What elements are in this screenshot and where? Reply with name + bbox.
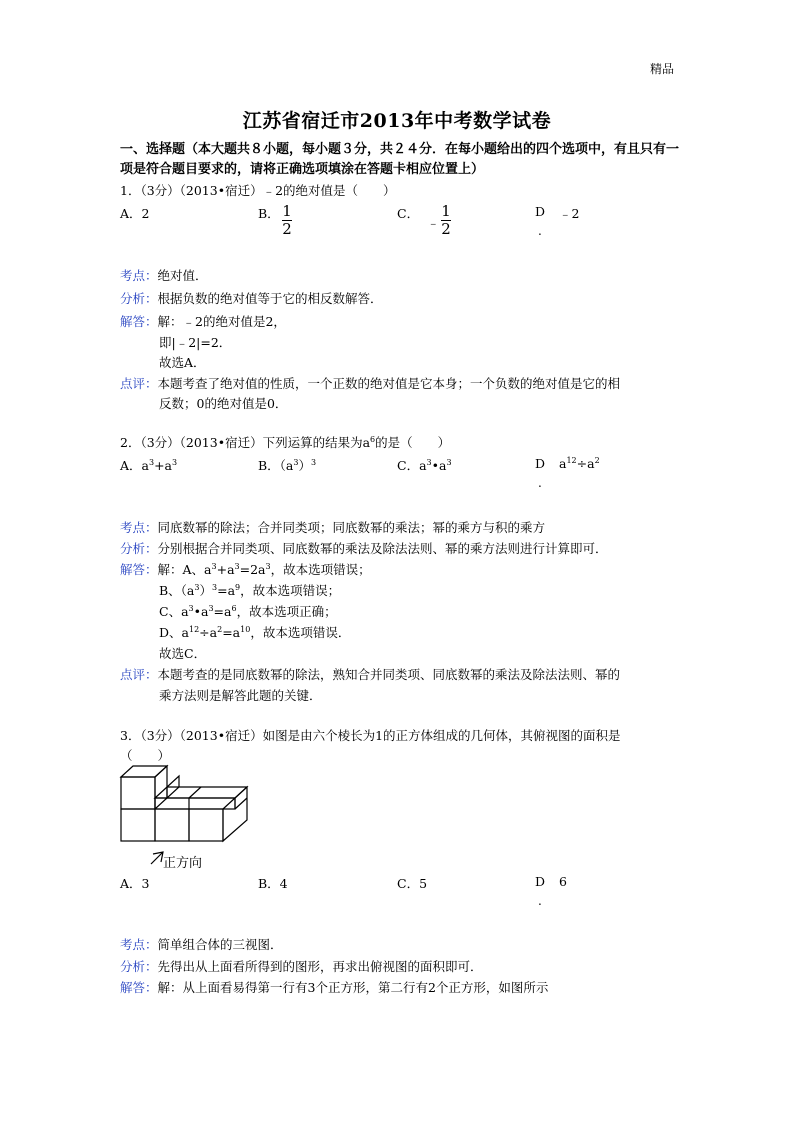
q1-option-d-value: ﹣2 xyxy=(559,206,580,221)
q2-ja-e3: 3 xyxy=(265,562,271,571)
q2-jieda-b xyxy=(159,581,340,599)
q1-jieda-line-3: 故选A． xyxy=(159,355,206,370)
q3-option-c: C．5 xyxy=(397,876,428,891)
q2-a-mid: +a xyxy=(154,458,173,473)
q2-jd-mid: ÷a xyxy=(199,625,218,640)
q2-option-d-dot: . xyxy=(538,476,542,490)
q2-jb-e2: 3 xyxy=(212,583,218,592)
q1-option-b-numerator: 1 xyxy=(282,202,292,220)
q1-option-b: B． xyxy=(258,206,280,221)
q1-kaodian xyxy=(120,266,208,284)
q2-jc-e2: 3 xyxy=(208,604,214,613)
jieda-label: 解答： xyxy=(120,314,158,329)
q2-fenxi xyxy=(120,539,608,557)
q2-option-c xyxy=(397,456,452,474)
q2-d-exp2: 2 xyxy=(594,456,600,465)
q1-option-a: A．2 xyxy=(120,206,150,221)
q2-d-mid: ÷a xyxy=(576,456,595,471)
q2-c-base: C．a xyxy=(397,458,427,473)
q2-jd-post: ，故本选项错误． xyxy=(250,625,351,640)
q2-dianping-line-2: 乘方法则是解答此题的关键． xyxy=(159,688,322,703)
q1-dianping-line-1: 本题考查了绝对值的性质，一个正数的绝对值是它本身；一个负数的绝对值是它的相 xyxy=(157,376,621,391)
q2-ja-mid: +a xyxy=(216,562,235,577)
q2-ja-e1: 3 xyxy=(211,562,217,571)
q2-jc-mid: •a xyxy=(193,604,209,619)
q1-option-b-fraction xyxy=(282,204,292,237)
q2-jb-mid: ） xyxy=(199,583,212,598)
q3-figure-label: 正方向 xyxy=(163,856,203,871)
q2-d-exp1: 12 xyxy=(566,456,577,465)
fenxi-label: 分析： xyxy=(120,959,158,974)
q2-a-exp2: 3 xyxy=(172,458,178,467)
q2-ja-post: ，故本选项错误； xyxy=(270,562,371,577)
page-title: 江苏省宿迁市2013年中考数学试卷 xyxy=(242,110,552,132)
fenxi-label: 分析： xyxy=(120,541,158,556)
q2-jc-e3: 6 xyxy=(231,604,237,613)
q2-b-exp1: 3 xyxy=(293,458,299,467)
section-heading: 一、选择题（本大题共８小题，每小题３分，共２４分．在每小题给出的四个选项中，有且只有一项是符合题目要求的，请将正确选项填涂在答题卡相应位置上） xyxy=(120,142,680,177)
q1-fenxi xyxy=(120,289,383,307)
q1-option-c-denominator: 2 xyxy=(441,220,451,238)
jieda-label: 解答： xyxy=(120,562,158,577)
q2-jb-e3: 9 xyxy=(235,583,241,592)
q1-jieda-line-2: 即|﹣2|=2． xyxy=(159,335,232,350)
q2-ja-pre: 解：A、a xyxy=(157,562,212,577)
q2-jd-e3: 10 xyxy=(240,625,251,634)
q1-option-c-sign: ﹣ xyxy=(427,215,440,230)
q2-option-a xyxy=(120,456,177,474)
q2-jc-pre: C、a xyxy=(159,604,189,619)
q2-d-base: a xyxy=(559,456,567,471)
header-corner-text: 精品 xyxy=(649,62,674,76)
q2-b-exp2: 3 xyxy=(311,458,317,467)
q2-option-d-expr xyxy=(559,456,600,471)
q3-kaodian-text: 简单组合体的三视图． xyxy=(157,937,283,952)
q2-option-b xyxy=(258,456,316,474)
q3-option-d-value: 6 xyxy=(559,874,567,889)
cube-top-face xyxy=(121,766,167,777)
q1-option-d: D xyxy=(535,204,546,219)
q3-stem-line-2: （ ） xyxy=(120,748,171,763)
q2-jb-eq: =a xyxy=(217,583,236,598)
q1-jieda-line-1: 解：﹣2的绝对值是2， xyxy=(157,314,286,329)
fenxi-label: 分析： xyxy=(120,291,158,306)
q2-jieda-c xyxy=(159,602,337,620)
q2-b-mid: ） xyxy=(298,458,311,473)
q3-option-d: D xyxy=(535,874,546,889)
q2-stem-post: 的是（ ） xyxy=(375,435,451,450)
q2-option-d: D xyxy=(535,456,546,471)
q2-jd-eq: =a xyxy=(222,625,241,640)
q2-stem xyxy=(120,433,450,451)
q2-a-base: A．a xyxy=(120,458,149,473)
q2-c-exp2: 3 xyxy=(446,458,452,467)
q2-jc-eq: =a xyxy=(213,604,232,619)
q2-fenxi-text: 分别根据合并同类项、同底数幂的乘法及除法法则、幂的乘方法则进行计算即可． xyxy=(157,541,608,556)
q2-b-base: B．（a xyxy=(258,458,294,473)
q2-kaodian-text: 同底数幂的除法；合并同类项；同底数幂的乘法；幂的乘方与积的乘方 xyxy=(157,520,546,535)
q2-stem-exp: 6 xyxy=(370,435,376,444)
q2-jieda-end: 故选C． xyxy=(159,646,207,661)
kaodian-label: 考点： xyxy=(120,937,158,952)
q2-a-exp1: 3 xyxy=(148,458,155,467)
q3-fenxi-text: 先得出从上面看所得到的图形，再求出俯视图的面积即可． xyxy=(157,959,483,974)
q1-stem: 1．（3分）（2013•宿迁）﹣2的绝对值是（ ） xyxy=(120,183,396,198)
q3-kaodian xyxy=(120,935,283,953)
q1-option-c: C． xyxy=(397,206,420,221)
q3-jieda xyxy=(120,978,548,996)
q2-jc-e1: 3 xyxy=(188,604,194,613)
q2-jb-pre: B、（a xyxy=(159,583,195,598)
kaodian-label: 考点： xyxy=(120,268,158,283)
q2-ja-e2: 3 xyxy=(234,562,240,571)
q1-option-c-numerator: 1 xyxy=(441,202,451,220)
q2-ja-eq: =2a xyxy=(239,562,266,577)
q3-jieda-line-1: 解：从上面看易得第一行有3个正方形，第二行有2个正方形，如图所示 xyxy=(157,980,549,995)
q3-option-d-dot: . xyxy=(538,894,542,908)
q1-dianping xyxy=(120,374,620,392)
q3-fenxi xyxy=(120,957,483,975)
q2-jc-post: ，故本选项正确； xyxy=(236,604,337,619)
dianping-label: 点评： xyxy=(120,376,158,391)
q1-option-d-dot: . xyxy=(538,224,542,238)
q2-jieda-d xyxy=(159,623,350,641)
q2-c-mid: •a xyxy=(431,458,447,473)
dianping-label: 点评： xyxy=(120,667,158,682)
q2-dianping-line-1: 本题考查的是同底数幂的除法，熟知合并同类项、同底数幂的乘法及除法法则、幂的 xyxy=(157,667,621,682)
q2-jb-post: ，故本选项错误； xyxy=(240,583,341,598)
q3-option-b: B．4 xyxy=(258,876,288,891)
q2-stem-pre: 2．（3分）（2013•宿迁）下列运算的结果为a xyxy=(120,435,371,450)
q1-jieda xyxy=(120,312,286,330)
kaodian-label: 考点： xyxy=(120,520,158,535)
q3-stem-line-1: 3．（3分）（2013•宿迁）如图是由六个棱长为1的正方体组成的几何体，其俯视图的面积是 xyxy=(120,728,621,743)
q1-option-c-fraction xyxy=(441,204,451,237)
q2-jd-e2: 2 xyxy=(217,625,223,634)
q2-jd-e1: 12 xyxy=(188,625,200,634)
q2-jb-e1: 3 xyxy=(194,583,200,592)
q2-dianping xyxy=(120,665,620,683)
q2-kaodian xyxy=(120,518,545,536)
q1-option-b-denominator: 2 xyxy=(282,220,292,238)
q2-jd-pre: D、a xyxy=(159,625,189,640)
jieda-label: 解答： xyxy=(120,980,158,995)
q3-option-a: A．3 xyxy=(120,876,150,891)
q1-kaodian-text: 绝对值． xyxy=(157,268,208,283)
q2-c-exp1: 3 xyxy=(426,458,432,467)
q2-jieda-a xyxy=(120,560,371,578)
q1-fenxi-text: 根据负数的绝对值等于它的相反数解答． xyxy=(157,291,383,306)
q1-dianping-line-2: 反数；0的绝对值是0． xyxy=(159,396,288,411)
